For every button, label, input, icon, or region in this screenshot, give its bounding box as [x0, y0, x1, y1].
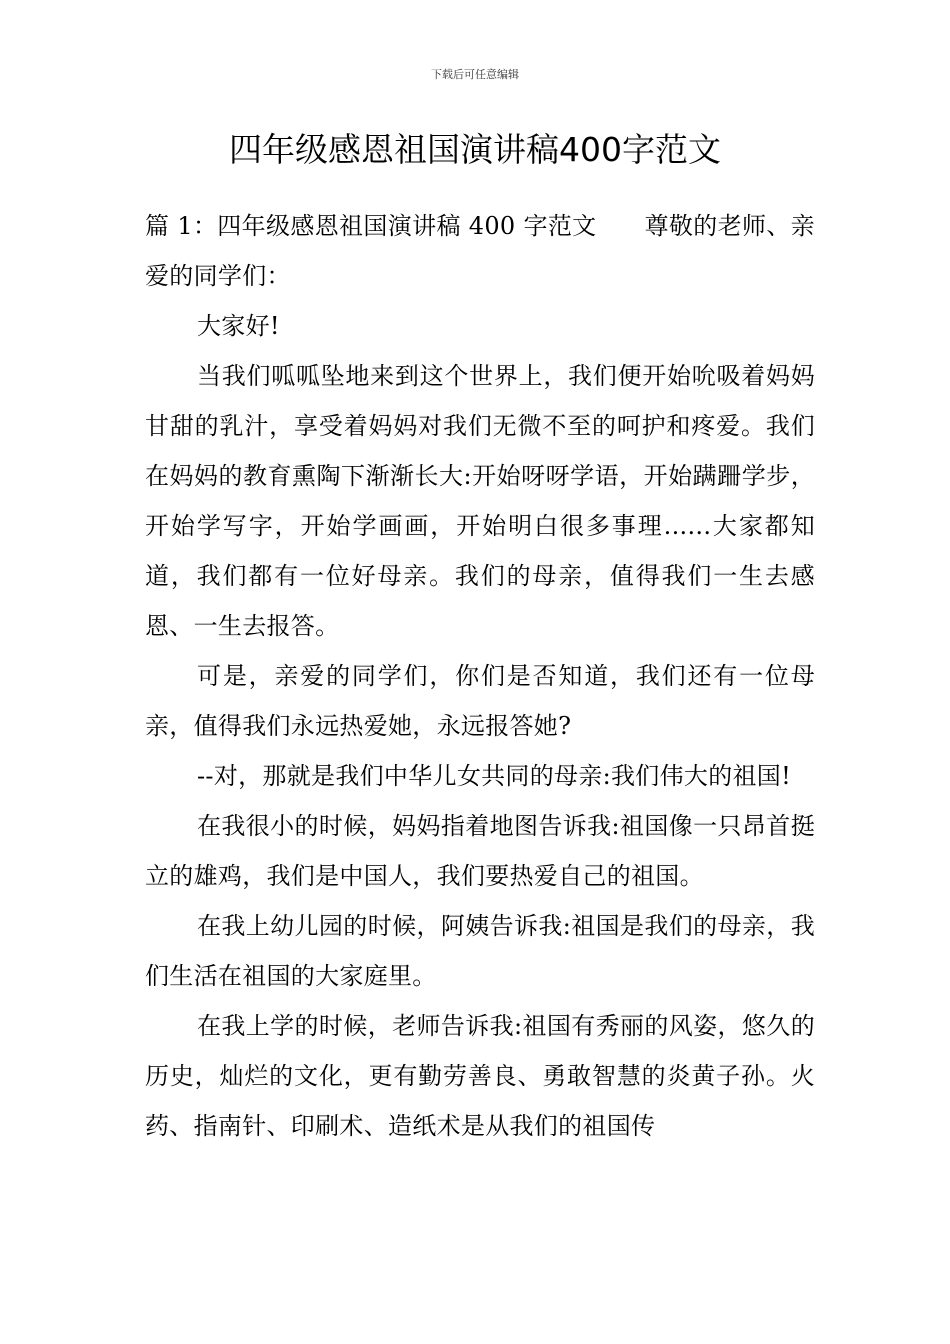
paragraph: 可是，亲爱的同学们，你们是否知道，我们还有一位母亲，值得我们永远热爱她，永远报答她? — [145, 662, 815, 740]
header-note: 下载后可任意编辑 — [431, 68, 519, 81]
document-body — [145, 201, 815, 1151]
intro-paragraph — [145, 201, 815, 301]
paragraph: 在我上学的时候，老师告诉我:祖国有秀丽的风姿，悠久的历史，灿烂的文化，更有勤劳善良、勇敢智慧的炎黄子孙。火药、指南针、印刷术、造纸术是从我们的祖国传 — [145, 1012, 815, 1140]
paragraph: 在我很小的时候，妈妈指着地图告诉我:祖国像一只昂首挺立的雄鸡，我们是中国人，我们要热爱自己的祖国。 — [145, 812, 815, 890]
greeting-text: 尊敬的老师、亲爱的同学们： — [145, 212, 815, 290]
paragraph: 在我上幼儿园的时候，阿姨告诉我:祖国是我们的母亲，我们生活在祖国的大家庭里。 — [145, 912, 815, 990]
section-label: 篇 1：四年级感恩祖国演讲稿 400 字范文 — [145, 212, 597, 240]
paragraph: --对，那就是我们中华儿女共同的母亲:我们伟大的祖国! — [197, 762, 792, 790]
document-title: 四年级感恩祖国演讲稿400字范文 — [229, 130, 721, 169]
paragraph: 当我们呱呱坠地来到这个世界上，我们便开始吮吸着妈妈甘甜的乳汁，享受着妈妈对我们无微不至的呵护和疼爱。我们在妈妈的教育熏陶下渐渐长大:开始呀呀学语，开始蹒跚学步，开始学写字，开始学画画，开始明白很多事理......大家都知道，我们都有一位好母亲。我们的母亲，值得我们一生去感恩、一生去报答。 — [145, 362, 815, 640]
paragraph: 大家好! — [197, 312, 280, 340]
